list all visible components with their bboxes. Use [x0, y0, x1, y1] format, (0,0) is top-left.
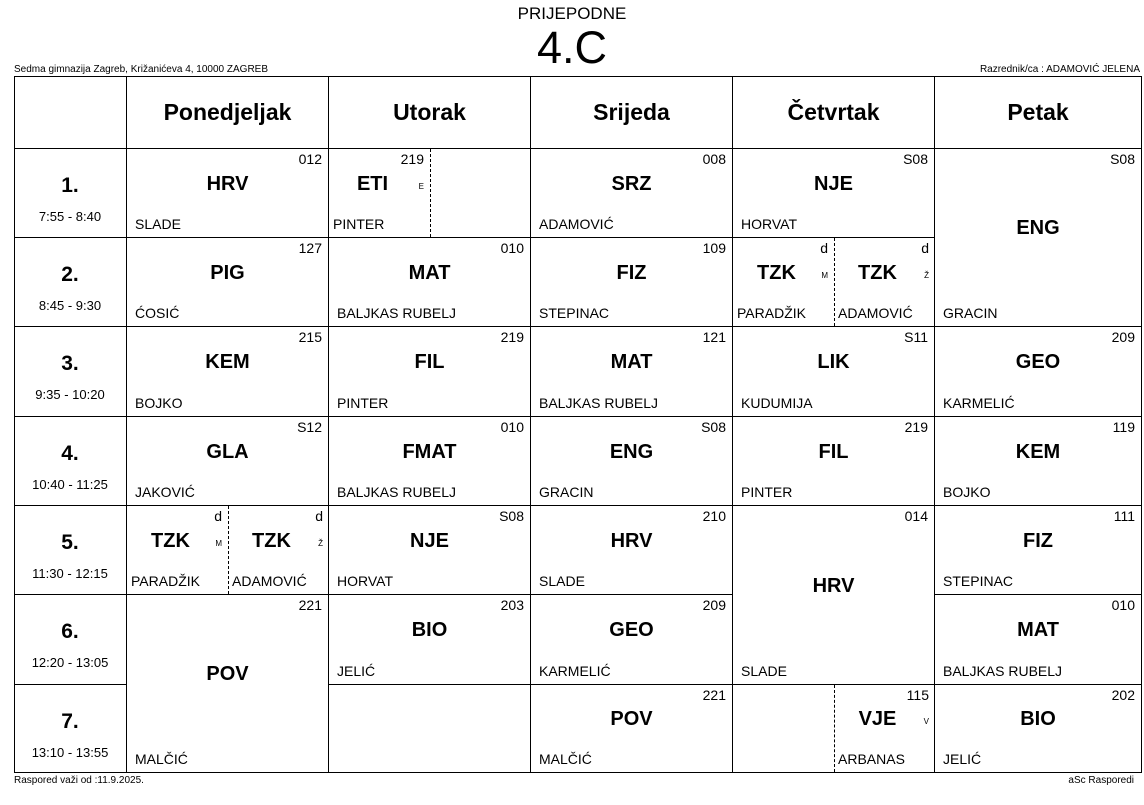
lesson-cell [935, 685, 1142, 773]
corner-cell [14, 76, 127, 149]
teacher-name: KARMELIĆ [943, 395, 1015, 411]
subject: FMAT [402, 440, 457, 463]
teacher-name: SLADE [539, 573, 585, 589]
teacher-name: ADAMOVIĆ [838, 305, 913, 321]
subject: BIO [1020, 708, 1056, 730]
class-teacher: Razrednik/ca : ADAMOVIĆ JELENA [979, 64, 1140, 75]
group-left [329, 149, 430, 237]
room-number: S12 [297, 419, 322, 435]
subject: MAT [610, 351, 653, 373]
teacher-name: STEPINAC [943, 573, 1014, 589]
room-number: 219 [400, 151, 424, 167]
room-number: 219 [904, 419, 928, 435]
room-number: S08 [701, 419, 726, 435]
lesson-cell [127, 595, 329, 773]
teacher-name: BOJKO [943, 484, 991, 500]
period-time: 11:30 - 12:15 [32, 566, 108, 581]
lesson-cell [531, 238, 733, 327]
subject: MAT [1017, 619, 1059, 641]
room-number: 219 [500, 329, 524, 345]
period-time: 10:40 - 11:25 [32, 477, 108, 492]
lesson-cell [531, 327, 733, 417]
room-number: 127 [298, 240, 322, 256]
lesson-cell [127, 327, 329, 417]
room-number: 209 [1111, 329, 1135, 345]
lesson-cell [329, 327, 531, 417]
subject: BIO [411, 619, 448, 641]
period-number: 6. [61, 620, 79, 643]
period-label: PRIJEPODNE [517, 4, 627, 23]
room-number: 210 [702, 508, 726, 524]
subject: FIL [414, 351, 445, 373]
room-number: 010 [500, 240, 524, 256]
room-number: 215 [298, 329, 322, 345]
lesson-cell [935, 506, 1142, 595]
room-number: 008 [702, 151, 726, 167]
teacher-name: STEPINAC [539, 305, 610, 321]
group-tag: V [923, 717, 929, 726]
period-number: 5. [61, 531, 79, 554]
day-header: Petak [935, 76, 1142, 149]
teacher-name: BALJKAS RUBELJ [539, 395, 659, 411]
room-number: d [921, 240, 929, 256]
lesson-cell [329, 417, 531, 506]
lesson-cell [733, 149, 935, 238]
teacher-name: GRACIN [539, 484, 594, 500]
group-right [834, 685, 935, 772]
subject: SRZ [611, 172, 652, 195]
room-number: 010 [1111, 597, 1135, 613]
teacher-name: BALJKAS RUBELJ [943, 663, 1063, 679]
room-number: 010 [500, 419, 524, 435]
group-left [127, 506, 228, 594]
period-cell [14, 595, 127, 685]
teacher-name: BOJKO [135, 395, 183, 411]
room-number: 209 [702, 597, 726, 613]
teacher-name: ADAMOVIĆ [232, 573, 307, 589]
teacher-name: KARMELIĆ [539, 663, 611, 679]
room-number: S08 [903, 151, 928, 167]
lesson-cell [733, 506, 935, 685]
subject: LIK [817, 351, 850, 373]
group-divider [430, 149, 431, 237]
subject: GEO [1015, 351, 1061, 373]
teacher-name: PINTER [337, 395, 389, 411]
subject: ETI [356, 172, 389, 195]
period-cell [14, 685, 127, 773]
lesson-cell [329, 595, 531, 685]
room-number: 221 [702, 687, 726, 703]
teacher-name: SLADE [741, 663, 787, 679]
subject: POV [206, 663, 249, 685]
room-number: S08 [1110, 151, 1135, 167]
teacher-name: HORVAT [337, 573, 394, 589]
teacher-name: HORVAT [741, 216, 798, 232]
teacher-name: JAKOVIĆ [135, 484, 195, 500]
lesson-cell [127, 506, 329, 595]
subject: HRV [610, 529, 653, 552]
day-header: Srijeda [531, 76, 733, 149]
brand: aSc Rasporedi [1068, 775, 1134, 786]
teacher-name: BALJKAS RUBELJ [337, 305, 457, 321]
room-number: d [820, 240, 828, 256]
room-number: 012 [298, 151, 322, 167]
room-number: 014 [904, 508, 928, 524]
subject: VJE [858, 708, 897, 730]
lesson-cell [733, 685, 935, 773]
period-number: 4. [61, 442, 79, 465]
subject: GEO [609, 619, 654, 641]
period-cell [14, 417, 127, 506]
lesson-cell [935, 327, 1142, 417]
subject: TZK [151, 529, 190, 552]
lesson-cell [531, 506, 733, 595]
teacher-name: MALČIĆ [539, 751, 592, 767]
period-time: 8:45 - 9:30 [38, 298, 102, 313]
subject: TZK [757, 261, 796, 284]
room-number: 221 [298, 597, 322, 613]
room-number: 121 [702, 329, 726, 345]
group-tag: Ž [318, 538, 323, 548]
group-tag: E [418, 181, 424, 191]
lesson-cell [329, 685, 531, 773]
lesson-cell [127, 417, 329, 506]
day-header: Utorak [329, 76, 531, 149]
lesson-cell [329, 238, 531, 327]
teacher-name: PARADŽIK [131, 573, 200, 589]
teacher-name: GRACIN [943, 305, 998, 321]
subject: KEM [205, 351, 250, 373]
teacher-name: PINTER [333, 216, 385, 232]
period-number: 2. [61, 263, 79, 286]
teacher-name: ARBANAS [838, 751, 905, 767]
subject: TZK [858, 261, 897, 284]
period-number: 1. [61, 174, 79, 197]
lesson-cell [127, 238, 329, 327]
lesson-cell [935, 595, 1142, 685]
lesson-cell [127, 149, 329, 238]
lesson-cell [531, 595, 733, 685]
room-number: 119 [1112, 419, 1135, 435]
room-number: 115 [906, 687, 929, 703]
lesson-cell [329, 506, 531, 595]
subject: MAT [408, 261, 451, 284]
group-right [228, 506, 329, 594]
school-address: Sedma gimnazija Zagreb, Križanićeva 4, 10000 ZAGREB [14, 64, 269, 75]
subject: FIZ [616, 261, 647, 284]
room-number: S11 [904, 329, 928, 345]
subject: ENG [1016, 217, 1060, 239]
room-number: 111 [1113, 508, 1135, 524]
group-tag: M [821, 270, 828, 280]
lesson-cell [531, 685, 733, 773]
lesson-cell [531, 417, 733, 506]
lesson-cell [733, 238, 935, 327]
period-time: 9:35 - 10:20 [35, 387, 105, 402]
subject: NJE [814, 172, 853, 195]
day-header: Ponedjeljak [127, 76, 329, 149]
subject: ENG [609, 440, 654, 463]
day-header: Četvrtak [733, 76, 935, 149]
period-time: 12:20 - 13:05 [31, 655, 109, 670]
teacher-name: KUDUMIJA [741, 395, 813, 411]
subject: FIZ [1023, 529, 1053, 552]
period-cell [14, 327, 127, 417]
room-number: 203 [500, 597, 524, 613]
group-right [834, 238, 935, 326]
room-number: 202 [1111, 687, 1135, 703]
subject: HRV [206, 172, 249, 195]
subject: GLA [206, 440, 249, 463]
room-number: S08 [499, 508, 524, 524]
group-tag: Ž [924, 270, 929, 280]
period-number: 7. [61, 710, 79, 733]
teacher-name: JELIĆ [337, 663, 376, 679]
group-tag: M [215, 538, 222, 548]
period-time: 13:10 - 13:55 [31, 745, 109, 760]
group-divider [228, 506, 229, 594]
lesson-cell [531, 149, 733, 238]
subject: NJE [410, 529, 449, 552]
room-number: d [214, 508, 222, 524]
subject: KEM [1015, 440, 1061, 463]
teacher-name: JELIĆ [943, 751, 982, 767]
period-cell [14, 149, 127, 238]
teacher-name: PARADŽIK [737, 305, 806, 321]
group-divider [834, 685, 835, 772]
valid-from: Raspored važi od :11.9.2025. [14, 775, 144, 786]
lesson-cell [733, 327, 935, 417]
subject: TZK [252, 529, 291, 552]
teacher-name: ADAMOVIĆ [539, 216, 614, 232]
period-time: 7:55 - 8:40 [38, 209, 102, 224]
group-divider [834, 238, 835, 326]
subject: HRV [812, 574, 855, 597]
period-number: 3. [61, 352, 79, 375]
period-cell [14, 238, 127, 327]
group-left [733, 238, 834, 326]
room-number: 109 [702, 240, 726, 256]
lesson-cell [935, 417, 1142, 506]
teacher-name: BALJKAS RUBELJ [337, 484, 457, 500]
teacher-name: ĆOSIĆ [135, 305, 180, 321]
teacher-name: PINTER [741, 484, 793, 500]
period-cell [14, 506, 127, 595]
teacher-name: SLADE [135, 216, 181, 232]
teacher-name: MALČIĆ [135, 751, 188, 767]
subject: POV [610, 708, 653, 730]
lesson-cell [935, 149, 1142, 327]
subject: PIG [210, 261, 245, 284]
room-number: d [315, 508, 323, 524]
class-title: 4.C [536, 22, 608, 73]
subject: FIL [818, 440, 849, 463]
lesson-cell [329, 149, 531, 238]
lesson-cell [733, 417, 935, 506]
